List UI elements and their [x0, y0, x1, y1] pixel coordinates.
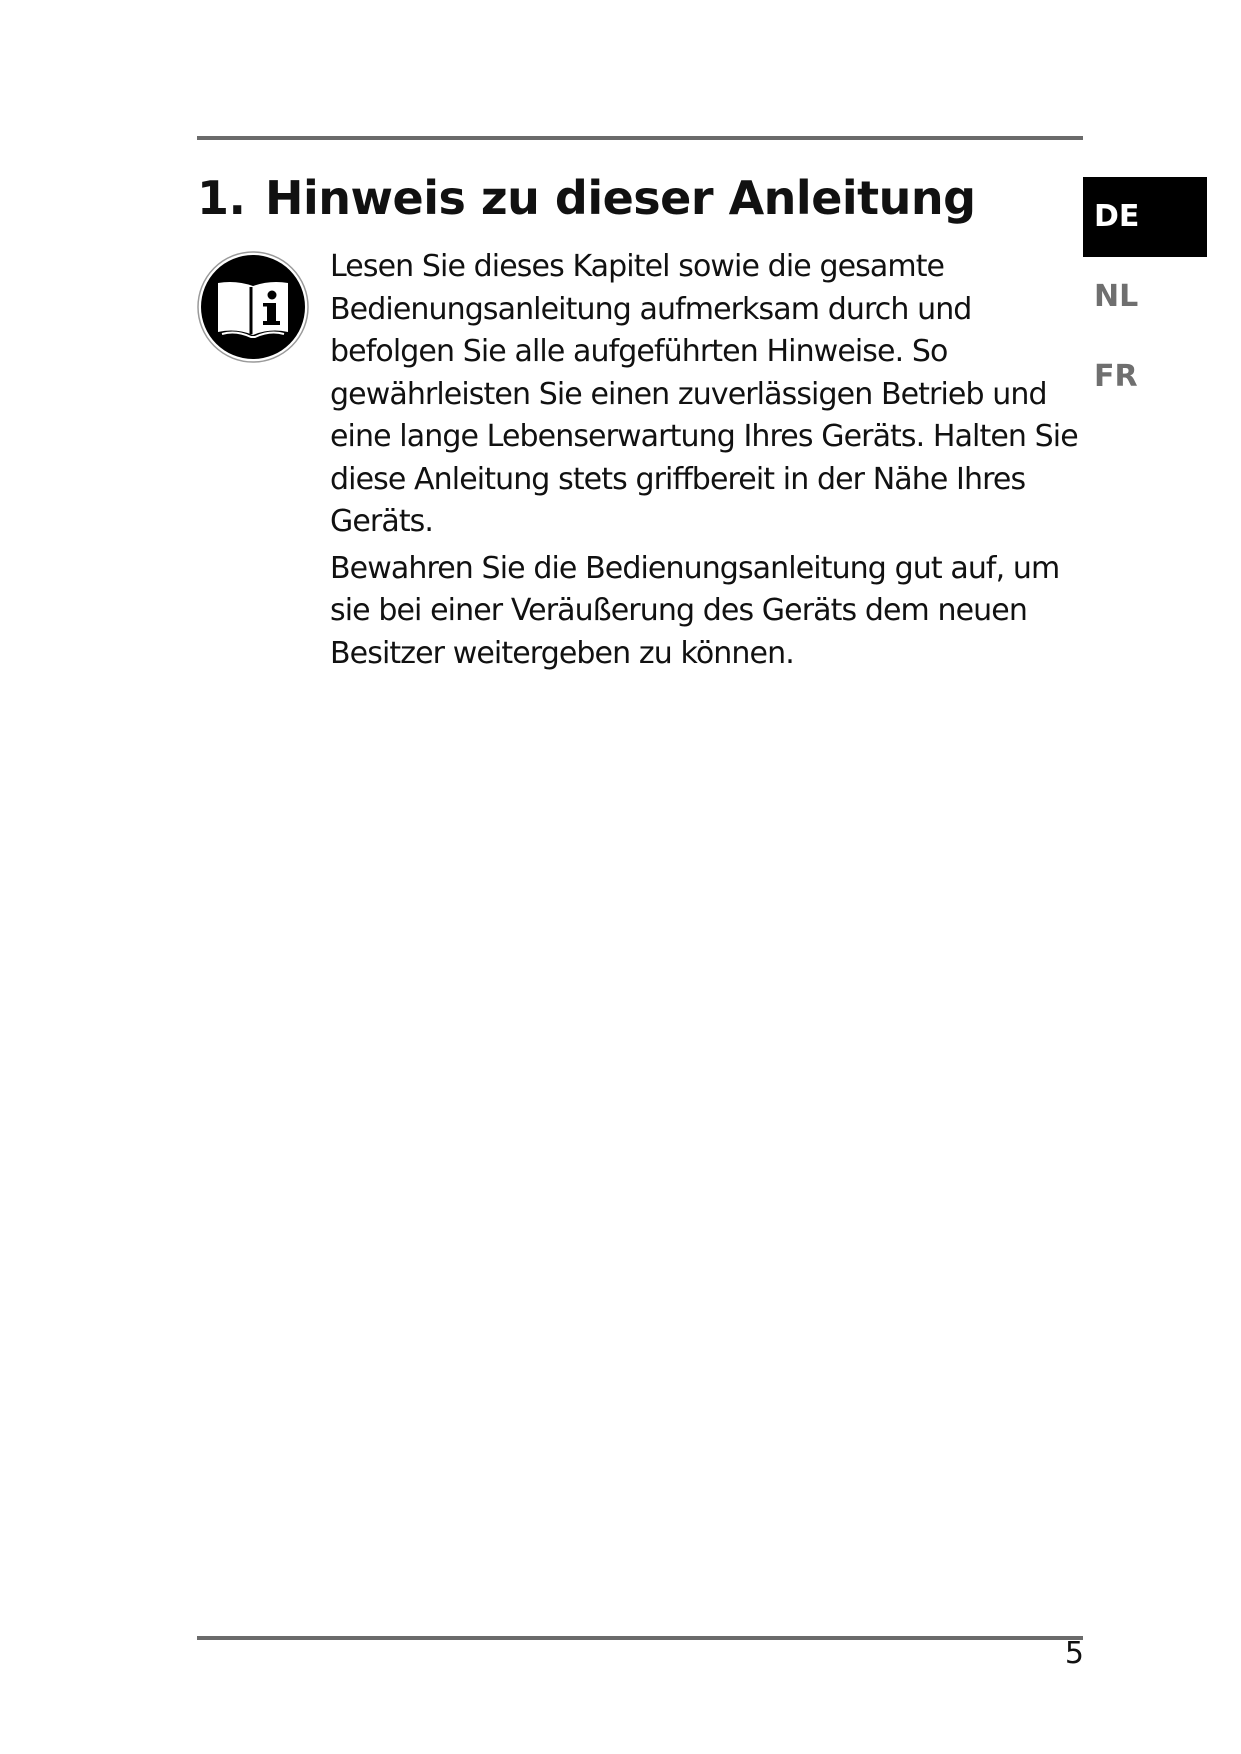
language-tab-de[interactable]: DE	[1083, 177, 1207, 257]
top-divider	[197, 136, 1083, 140]
bottom-divider	[197, 1636, 1083, 1640]
language-tab-nl[interactable]: NL	[1094, 279, 1139, 314]
paragraph-keep-manual: Bewahren Sie die Bedienungsanleitung gut auf, um sie bei einer Veräußerung des Geräts dem neuen Besitzer weitergeben zu können.	[330, 550, 1060, 671]
language-tab-fr[interactable]: FR	[1094, 359, 1138, 394]
page-number: 5	[1064, 1636, 1084, 1671]
instruction-text	[330, 246, 1090, 679]
language-tabs	[1083, 177, 1207, 417]
section-number: 1.	[197, 171, 246, 225]
book-info-icon	[196, 250, 310, 364]
section-heading	[197, 170, 976, 226]
paragraph-read-manual: Lesen Sie dieses Kapitel sowie die gesamte Bedienungsanleitung aufmerksam durch und befolgen Sie alle aufgeführten Hinweise. So gewährleisten Sie einen zuverlässigen Betrieb und eine lange Lebenserwartung Ihres Geräts. Halten Sie diese Anleitung stets griffbereit in der Nähe Ihres Geräts.	[330, 249, 1078, 539]
section-title: Hinweis zu dieser Anleitung	[265, 171, 976, 225]
